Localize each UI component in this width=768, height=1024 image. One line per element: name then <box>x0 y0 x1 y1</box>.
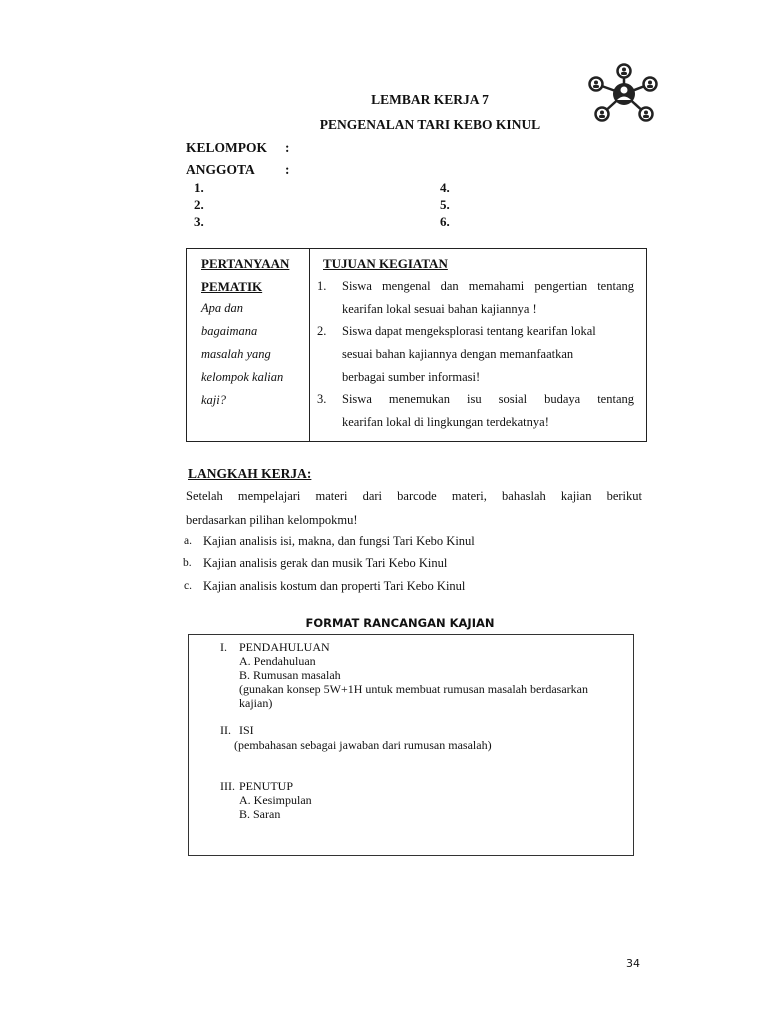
format-note: (gunakan konsep 5W+1H untuk membuat rumusan masalah berdasarkan <box>239 682 589 696</box>
member-number: 5. <box>440 197 450 212</box>
question-line: kaji? <box>201 393 226 407</box>
step-marker: c. <box>184 580 192 592</box>
format-section-number: II. <box>220 723 231 737</box>
member-number: 2. <box>194 197 204 212</box>
steps-intro-line: Setelah mempelajari materi dari barcode materi, bahaslah kajian berikut <box>186 489 642 503</box>
worksheet-subtitle: PENGENALAN TARI KEBO KINUL <box>319 117 541 132</box>
question-line: masalah yang <box>201 347 271 361</box>
format-section-number: III. <box>220 779 235 793</box>
step-text: Kajian analisis isi, makna, dan fungsi Tari Kebo Kinul <box>203 534 475 548</box>
worksheet-title: LEMBAR KERJA 7 <box>371 92 489 107</box>
format-note: (pembahasan sebagai jawaban dari rumusan masalah) <box>234 738 492 752</box>
question-header: PERTANYAAN <box>201 256 290 271</box>
member-number: 4. <box>440 180 450 195</box>
format-item: A. Kesimpulan <box>239 793 312 807</box>
format-item: B. Saran <box>239 807 281 821</box>
kelompok-label: KELOMPOK <box>186 140 267 155</box>
goal-line: Siswa mengenal dan memahami pengertian tentang <box>342 279 634 293</box>
format-note: kajian) <box>239 696 273 710</box>
steps-heading: LANGKAH KERJA: <box>188 466 312 481</box>
steps-intro-line: berdasarkan pilihan kelompokmu! <box>186 513 358 527</box>
goal-line: kearifan lokal di lingkungan terdekatnya! <box>342 415 549 429</box>
format-section-title: PENDAHULUAN <box>239 640 330 654</box>
table-divider <box>309 249 310 441</box>
question-line: Apa dan <box>201 301 244 315</box>
format-section-number: I. <box>220 640 227 654</box>
format-section-title: ISI <box>239 723 254 737</box>
objectives-table <box>186 248 647 442</box>
format-section-title: PENUTUP <box>239 779 294 793</box>
goal-number: 2. <box>317 324 327 338</box>
page-number: 34 <box>626 957 640 970</box>
step-text: Kajian analisis gerak dan musik Tari Kebo Kinul <box>203 556 448 570</box>
goal-line: kearifan lokal sesuai bahan kajiannya ! <box>342 302 537 316</box>
step-marker: a. <box>184 535 192 547</box>
goal-line: sesuai bahan kajiannya dengan memanfaatkan <box>342 347 574 361</box>
member-number: 1. <box>194 180 204 195</box>
goal-number: 1. <box>317 279 327 293</box>
goal-line: berbagai sumber informasi! <box>342 370 481 384</box>
anggota-colon: : <box>285 162 290 177</box>
step-text: Kajian analisis kostum dan properti Tari Kebo Kinul <box>203 579 466 593</box>
anggota-label: ANGGOTA <box>186 162 255 177</box>
step-marker: b. <box>183 557 192 569</box>
format-item: B. Rumusan masalah <box>239 668 341 682</box>
network-people-icon <box>582 62 662 128</box>
question-line: bagaimana <box>201 324 258 338</box>
question-line: kelompok kalian <box>201 370 284 384</box>
member-number: 3. <box>194 214 204 229</box>
goal-line: Siswa menemukan isu sosial budaya tentang <box>342 392 634 406</box>
kelompok-colon: : <box>285 140 290 155</box>
goal-number: 3. <box>317 392 327 406</box>
member-number: 6. <box>440 214 450 229</box>
format-item: A. Pendahuluan <box>239 654 316 668</box>
question-header: PEMATIK <box>201 279 263 294</box>
format-title: FORMAT RANCANGAN KAJIAN <box>305 616 495 630</box>
goals-header: TUJUAN KEGIATAN <box>323 256 448 271</box>
goal-line: Siswa dapat mengeksplorasi tentang kearifan lokal <box>342 324 596 338</box>
